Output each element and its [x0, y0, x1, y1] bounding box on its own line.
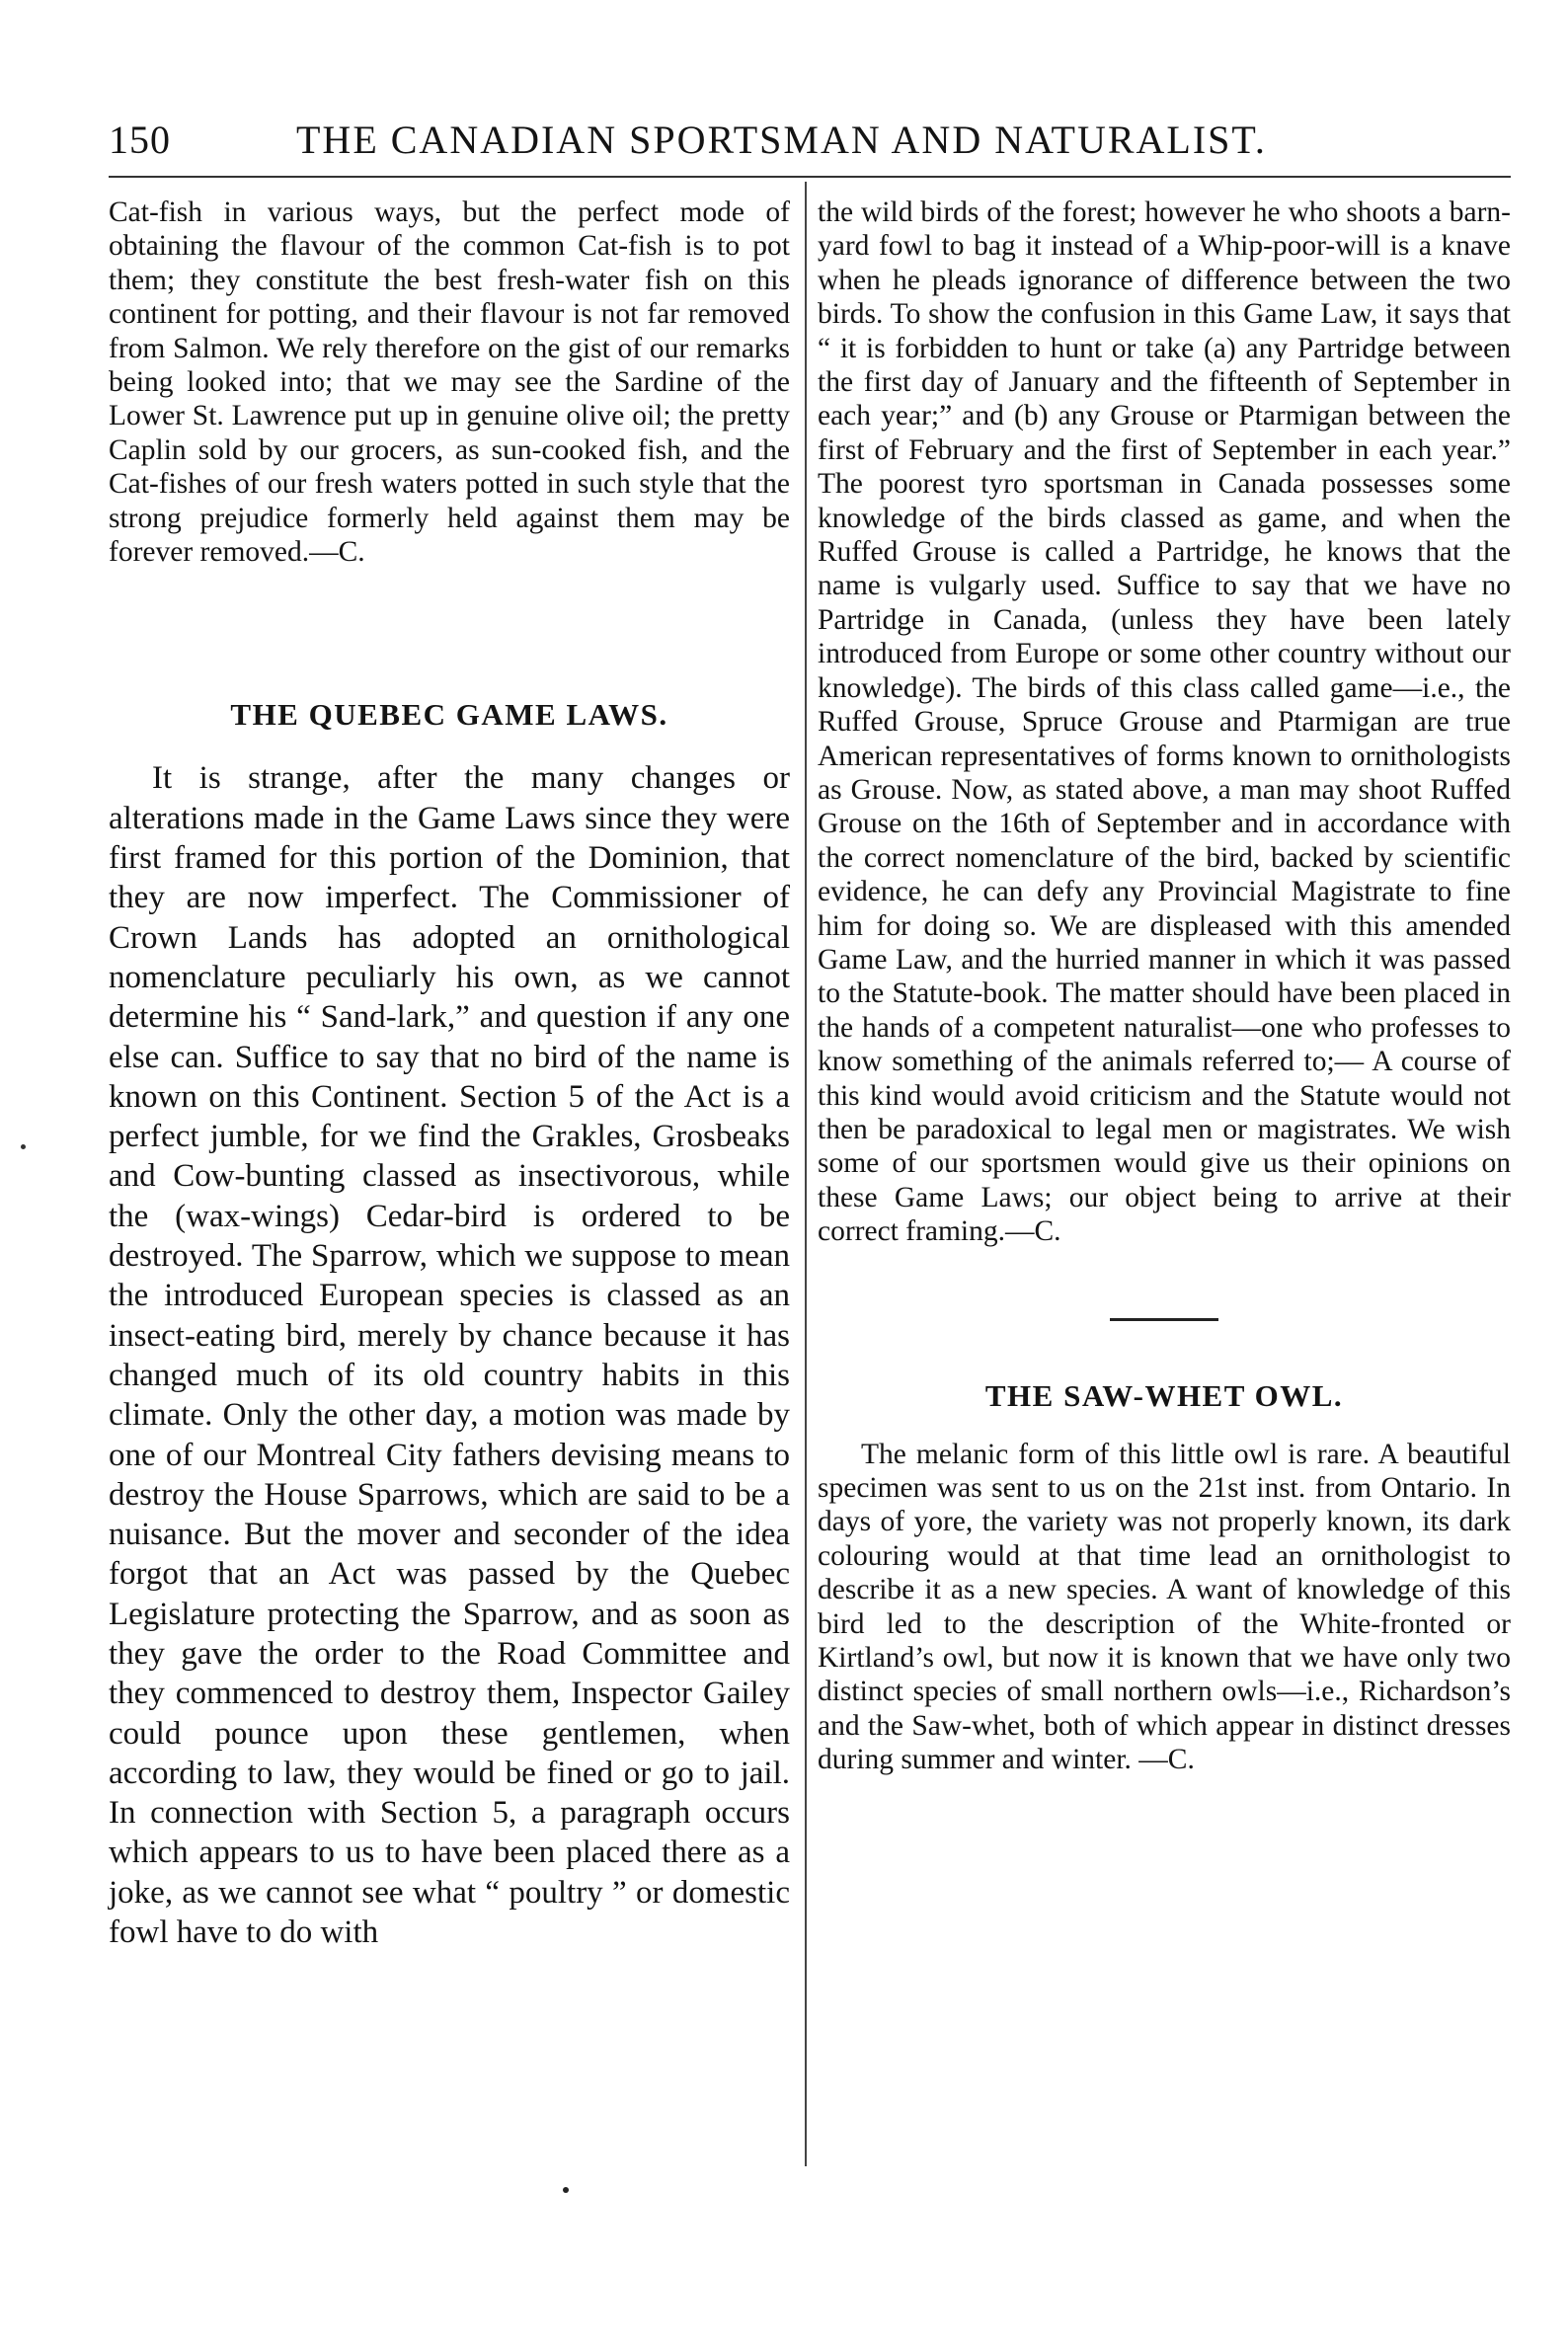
game-laws-continued: the wild birds of the forest; however he who shoots a barn-yard fowl to bag it instead of a Whip-poor-will is a knave when he pleads ignorance of difference between the two birds. To show the confusion in this Game Law, it says that “ it is forbidden to hunt or take (a) any Partridge between the first day of January and the fifteenth of September in each year;” and (b) any Grouse or Ptarmigan between the first of February and the first of September in each year.” The poorest tyro sportsman in Canada possesses some knowledge of the birds classed as game, and when the Ruffed Grouse is called a Partridge, he knows that the name is vulgarly used. Suffice to say that we have no Partridge in Canada, (unless they have been lately introduced from Europe or some other country without our knowledge). The birds of this class called game—i.e., the Ruffed Grouse, Spruce Grouse and Ptarmigan are true American representatives of forms known to ornithologists as Grouse. Now, as stated above, a man may shoot Ruffed Grouse on the 16th of September and in accordance with the correct nomenclature of the bird, backed by scientific evidence, he can defy any Provincial Magistrate to fine him for doing so. We are displeased with this amended Game Law, and the hurried manner in which it was passed to the Statute-book. The matter should have been placed in the hands of a competent naturalist—one who professes to know something of the animals referred to;— A course of this kind would avoid criticism and the Statute would not then be paradoxical to legal men or magistrates. We wish some of our sportsmen would give us their opinions on these Game Laws; our object being to arrive at their correct framing.—C. [818, 196, 1511, 1248]
catfish-article-end: Cat-fish in various ways, but the perfect mode of obtaining the flavour of the common Cat-fish is to pot them; they constitute the best fresh-water fish on this continent for potting, and their flavour is not far removed from Salmon. We rely therefore on the gist of our remarks being looked into; that we may see the Sardine of the Lower St. Lawrence put up in genuine olive oil; the pretty Caplin sold by our grocers, as sun-cooked fish, and the Cat-fishes of our fresh waters potted in such style that the strong prejudice formerly held against them may be forever removed.—C. [109, 196, 790, 569]
left-column [109, 195, 790, 1952]
saw-whet-owl-heading: THE SAW-WHET OWL. [984, 1377, 1344, 1413]
right-column [818, 195, 1511, 1777]
running-title: THE CANADIAN SPORTSMAN AND NATURALIST. [296, 117, 1267, 162]
saw-whet-owl-paragraph: The melanic form of this little owl is rare. A beautiful specimen was sent to us on the 21st inst. from Ontario. In days of yore, the variety was not properly known, its dark colouring would at that time lead an ornithologist to describe it as a new species. A want of knowledge of this bird led to the description of the White-fronted or Kirtland’s owl, but now it is known that we have only two distinct species of small northern owls—i.e., Richardson’s and the Saw-whet, both of which appear in distinct dresses during summer and winter. —C. [818, 1438, 1511, 1776]
margin-mark [21, 1144, 26, 1149]
header-rule [109, 176, 1511, 178]
page-number: 150 [109, 117, 171, 162]
page-header [109, 117, 1511, 176]
game-laws-paragraph: It is strange, after the many changes or alterations made in the Game Laws since they were first framed for this portion of the Dominion, that they are now imperfect. The Commissioner of Crown Lands has adopted an ornithological nomenclature peculiarly his own, as we cannot determine his “ Sand-lark,” and question if any one else can. Suffice to say that no bird of the name is known on this Continent. Section 5 of the Act is a perfect jumble, for we find the Grakles, Grosbeaks and Cow-bunting classed as insectivorous, while the (wax-wings) Cedar-bird is ordered to be destroyed. The Sparrow, which we suppose to mean the introduced European species is classed as an insect-eating bird, merely by chance because it has changed much of its old country habits in this climate. Only the other day, a motion was made by one of our Montreal City fathers devising means to destroy the House Sparrows, which are said to be a nuisance. But the mover and seconder of the idea forgot that an Act was passed by the Quebec Legislature protecting the Sparrow, and as soon as they gave the order to the Road Committee and they commenced to destroy them, Inspector Gailey could pounce upon these gentlemen, when according to law, they would be fined or go to jail. In connection with Section 5, a paragraph occurs which appears to us to have been placed there as a joke, as we cannot see what “ poultry ” or domestic fowl have to do with [109, 760, 790, 1951]
page-mark [563, 2187, 569, 2193]
column-divider [805, 182, 807, 2166]
game-laws-heading: THE QUEBEC GAME LAWS. [230, 697, 668, 733]
